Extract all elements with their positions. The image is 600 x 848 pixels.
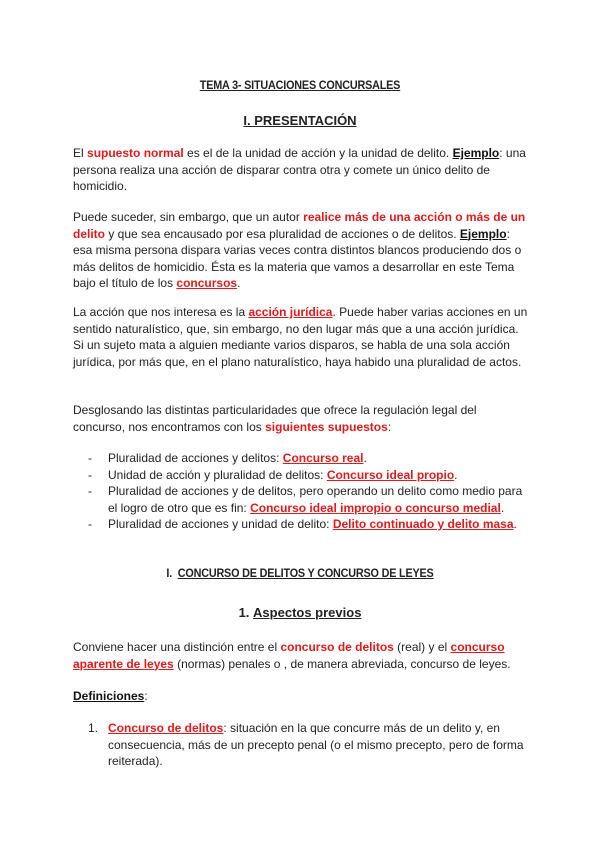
bullet-dash: - [88, 517, 92, 531]
paragraph-desglosando [73, 402, 528, 435]
text: : esa misma persona dispara varias veces contra distintos blancos produciendo dos o más delitos de homicidio. Ésta es la materia que vamos a desarrollar en este Tema bajo el título de los [73, 226, 522, 290]
text: Pluralidad de acciones y unidad de delito: [108, 517, 333, 531]
text: (normas) penales o , de manera abreviada, concurso de leyes. [173, 656, 511, 671]
definiciones-heading: Definiciones [73, 689, 145, 703]
text: Pluralidad de acciones y de delitos, pero operando un delito como medio para el logro de otro que es fin: [108, 484, 523, 515]
paragraph-distincion [73, 639, 528, 672]
section-heading-text: I. PRESENTACIÓN [243, 113, 357, 128]
list-item [73, 720, 533, 770]
section-number: I. [166, 566, 173, 580]
text: Unidad de acción y pluralidad de delitos: [108, 467, 327, 482]
supuestos-list [73, 450, 533, 533]
example-label: Ejemplo [452, 146, 500, 160]
text: La acción que nos interesa es la [73, 305, 249, 319]
highlight-term: concursos [176, 276, 238, 290]
text: El [73, 146, 88, 160]
section-heading-text: CONCURSO DE DELITOS Y CONCURSO DE LEYES [177, 566, 434, 580]
paragraph-accion-juridica [73, 304, 528, 370]
highlight-term: concurso aparente de leyes [73, 640, 505, 671]
text: : [144, 689, 148, 703]
text: . Puede haber varias acciones en un sentido naturalístico, que, sin embargo, no den lugar más que a una acción jurídica. Si un sujeto mata a alguien mediante varios disparos, se habla de una sola acción jurídica, por más que, en el plano naturalístico, haya habido una pluralidad de actos. [73, 305, 528, 369]
subsection-number: 1. [238, 605, 250, 620]
text: Puede suceder, sin embargo, que un autor [73, 210, 304, 224]
paragraph-pluralidad [73, 209, 528, 292]
text: . [500, 500, 505, 515]
subsection-heading-text: Aspectos previos [253, 605, 362, 620]
text: Pluralidad de acciones y delitos: [108, 451, 283, 465]
bullet-dash: - [88, 484, 92, 498]
text: (real) y el [393, 640, 451, 654]
list-item [73, 483, 533, 516]
text: y que sea encausado por esa pluralidad de acciones o de delitos. [105, 226, 460, 241]
text: . [363, 451, 367, 465]
highlight-term: acción jurídica [248, 305, 333, 319]
document-title: TEMA 3- SITUACIONES CONCURSALES [199, 78, 401, 92]
text: : situación en la que concurre más de un delito y, en consecuencia, más de un precepto penal (o el mismo precepto, pero de forma reiterada). [108, 721, 524, 768]
bullet-dash: - [88, 451, 92, 465]
bullet-dash: - [88, 467, 92, 482]
text: . [237, 276, 241, 290]
definiciones-list [73, 720, 533, 770]
highlight-term: Concurso de delitos [108, 721, 224, 735]
highlight-term: realice más de una acción o más de un delito [73, 210, 526, 241]
section-heading-concurso [30, 566, 570, 580]
text: . [513, 517, 517, 531]
definiciones-label [73, 688, 528, 705]
list-item [73, 467, 533, 484]
highlight-term: Concurso ideal impropio o concurso medial [250, 500, 501, 515]
paragraph-supuesto-normal [73, 145, 528, 195]
text: . [454, 467, 458, 482]
highlight-term: Concurso real [282, 451, 364, 465]
text: Conviene hacer una distinción entre el [73, 640, 281, 654]
text: : una persona realiza una acción de disparar contra otra y comete un único delito de homicidio. [73, 146, 526, 193]
example-label: Ejemplo [459, 226, 507, 241]
text: es el de la unidad de acción y la unidad de delito. [183, 146, 453, 160]
highlight-term: supuesto normal [87, 146, 184, 160]
highlight-term: concurso de delitos [280, 640, 394, 654]
section-heading-presentacion [0, 113, 600, 128]
highlight-term: Concurso ideal propio [326, 467, 455, 482]
highlight-term: siguientes supuestos [265, 419, 388, 434]
list-item [73, 450, 533, 467]
list-item [73, 516, 533, 533]
highlight-term: Delito continuado y delito masa [332, 517, 514, 531]
subsection-heading-aspectos [0, 605, 600, 620]
list-number: 1. [88, 721, 99, 735]
text: : [387, 419, 392, 434]
text: Desglosando las distintas particularidades que ofrece la regulación legal del concurso, nos encontramos con los [73, 403, 477, 434]
